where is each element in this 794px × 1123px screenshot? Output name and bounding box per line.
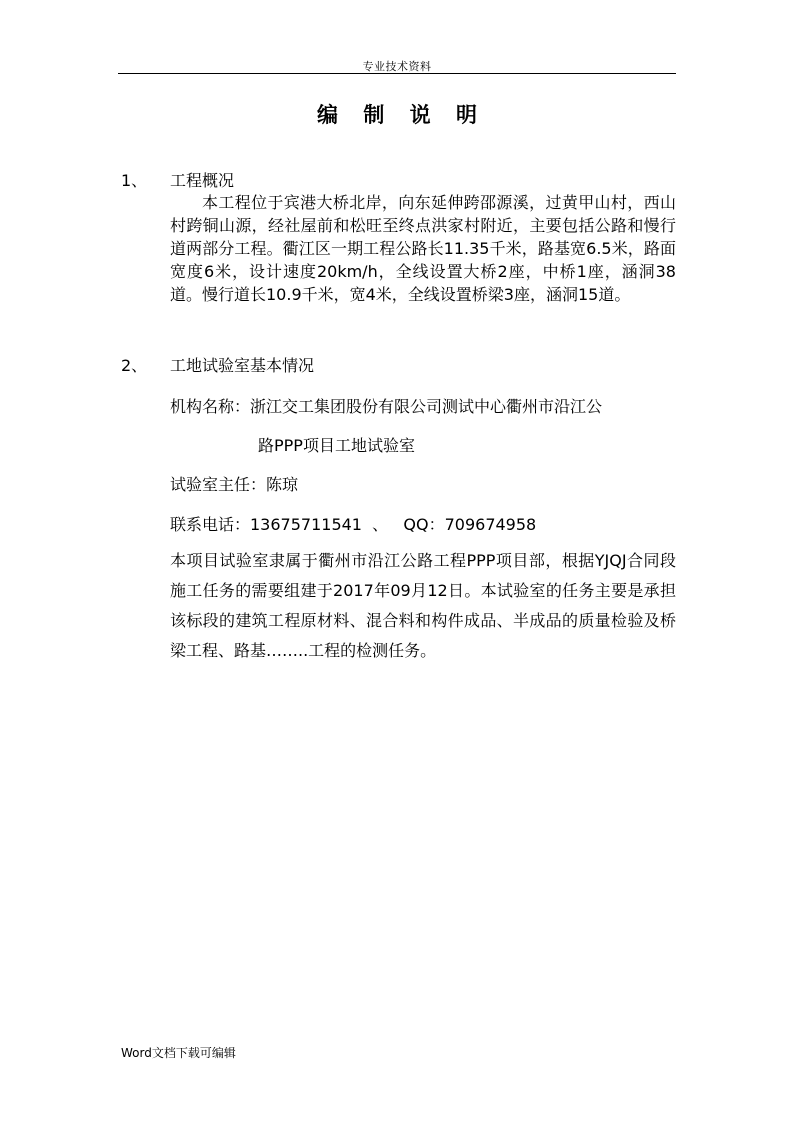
- section-1-paragraph: 本工程位于宾港大桥北岸，向东延伸跨邵源溪，过黄甲山村，西山村跨铜山源，经社屋前和松旺至终点洪家村附近，主要包括公路和慢行道两部分工程。衢江区一期工程公路长11.35千米，路基宽6.5米，路面宽度6米，设计速度20km/h，全线设置大桥2座，中桥1座，涵洞38道。慢行道长10.9千米，宽4米，全线设置桥梁3座，涵洞15道。: [170, 193, 676, 304]
- institution-name-line-2: 路PPP项目工地试验室: [258, 436, 415, 455]
- section-2-number: 2、: [121, 356, 148, 375]
- section-1-title: 工程概况: [170, 171, 235, 190]
- page-header: 专业技术资料: [362, 60, 432, 73]
- lab-director: 试验室主任：陈琼: [170, 475, 299, 494]
- section-1-number: 1、: [121, 171, 148, 190]
- section-2-title: 工地试验室基本情况: [170, 356, 315, 375]
- document-title: 编 制 说 明: [317, 103, 486, 127]
- section-2-paragraph: 本项目试验室隶属于衢州市沿江公路工程PPP项目部，根据YJQJ合同段施工任务的需要组建于2017年09月12日。本试验室的任务主要是承担该标段的建筑工程原材料、混合料和构件成品、半成品的质量检验及桥梁工程、路基……..工程的检测任务。: [170, 551, 676, 660]
- contact-info: 联系电话：13675711541 、 QQ：709674958: [170, 515, 537, 534]
- header-divider: [118, 73, 676, 74]
- page-footer: Word文档下载可编辑: [121, 1046, 236, 1060]
- institution-name-line-1: 机构名称：浙江交工集团股份有限公司测试中心衢州市沿江公: [170, 397, 603, 416]
